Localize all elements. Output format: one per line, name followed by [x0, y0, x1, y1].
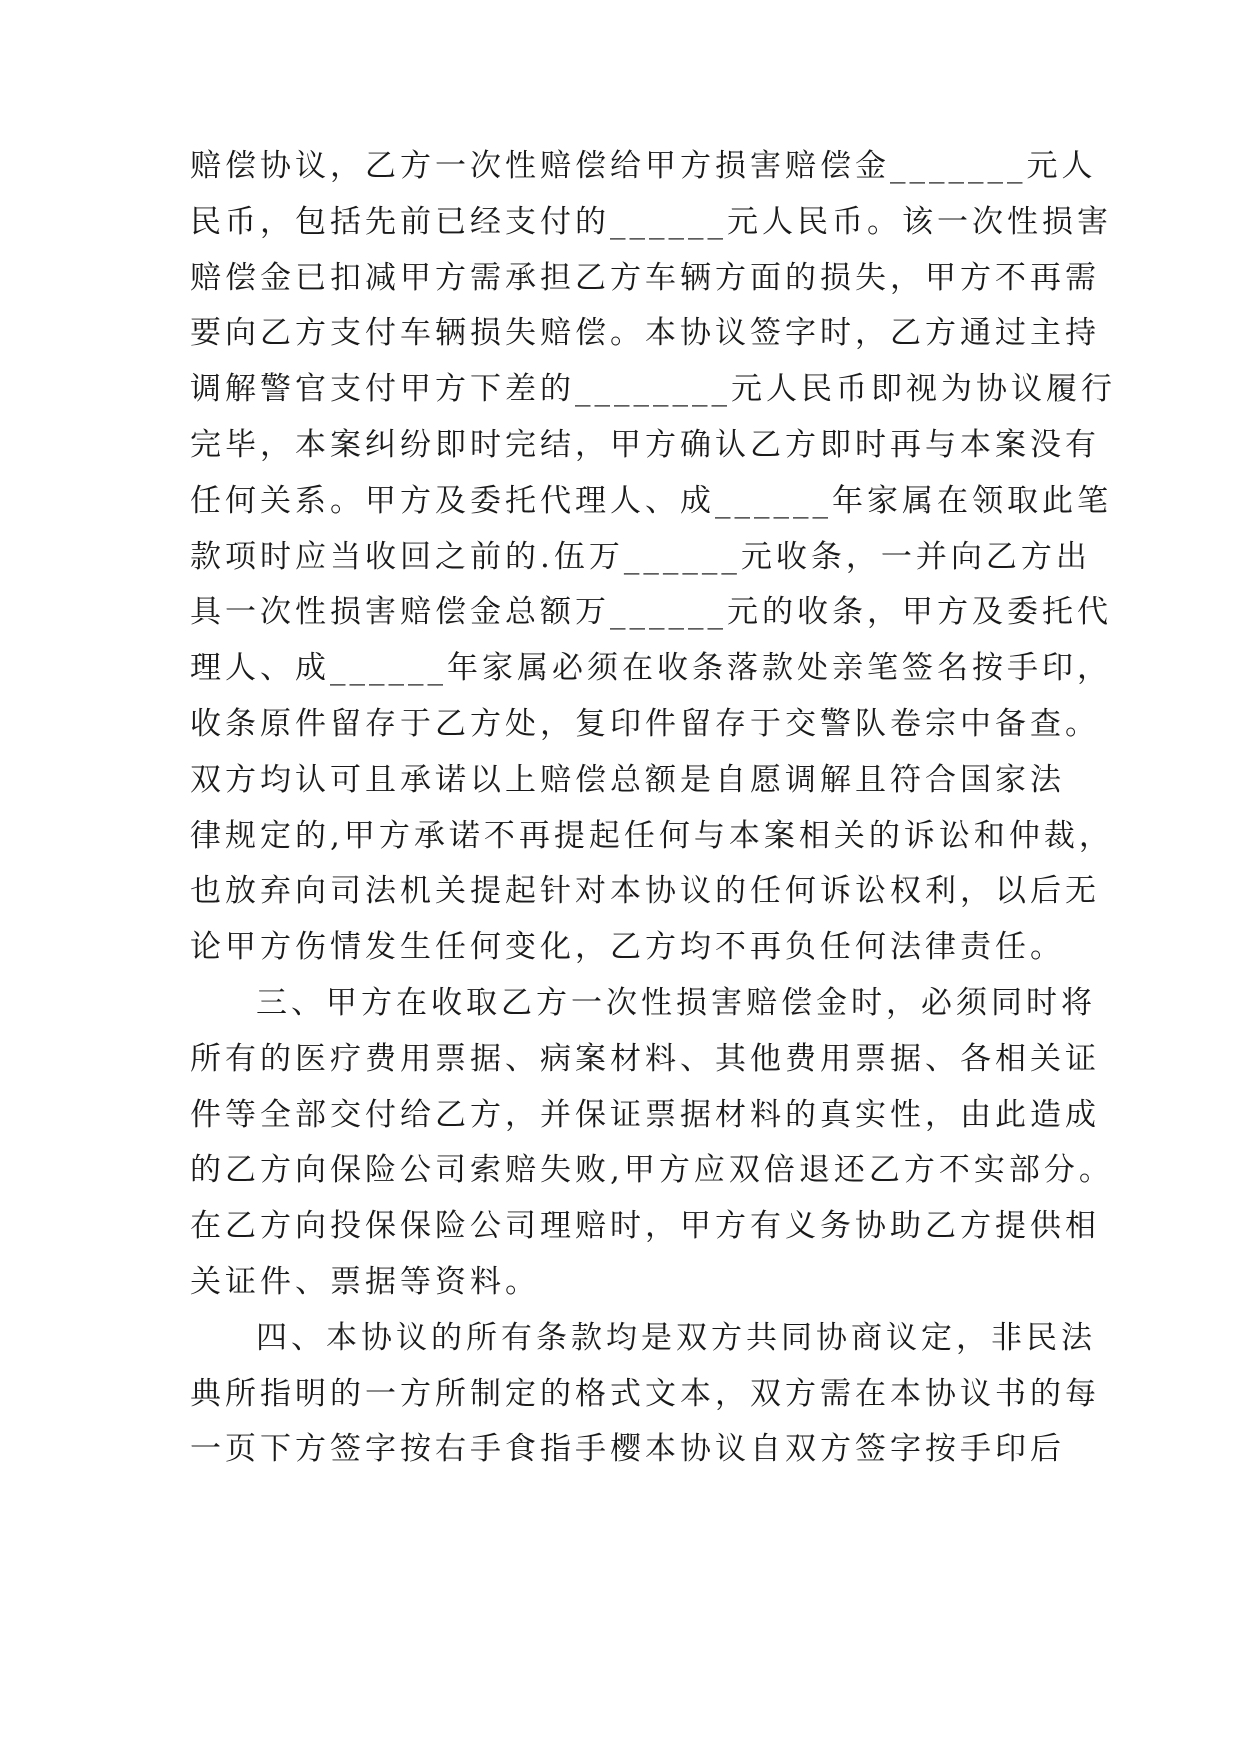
text-line: 在乙方向投保保险公司理赔时，甲方有义务协助乙方提供相: [190, 1208, 1100, 1244]
text-line: 典所指明的一方所制定的格式文本，双方需在本协议书的每: [190, 1376, 1100, 1412]
text-line: 律规定的,甲方承诺不再提起任何与本案相关的诉讼和仲裁，: [190, 818, 1114, 854]
text-line: 款项时应当收回之前的.伍万______元收条，一并向乙方出: [190, 539, 1091, 575]
text-line: 关证件、票据等资料。: [190, 1264, 540, 1300]
text-line: 双方均认可且承诺以上赔偿总额是自愿调解且符合国家法: [190, 762, 1065, 798]
text-line: 完毕，本案纠纷即时完结，甲方确认乙方即时再与本案没有: [190, 427, 1100, 463]
text-line: 具一次性损害赔偿金总额万______元的收条，甲方及委托代: [190, 594, 1112, 630]
text-line: 理人、成______年家属必须在收条落款处亲笔签名按手印，: [190, 650, 1112, 686]
text-line: 也放弃向司法机关提起针对本协议的任何诉讼权利，以后无: [190, 873, 1100, 909]
paragraph-start-line: 四、本协议的所有条款均是双方共同协商议定，非民法: [256, 1320, 1096, 1356]
text-line: 要向乙方支付车辆损失赔偿。本协议签字时，乙方通过主持: [190, 315, 1100, 351]
text-line: 收条原件留存于乙方处，复印件留存于交警队卷宗中备查。: [190, 706, 1100, 742]
text-line: 赔偿协议，乙方一次性赔偿给甲方损害赔偿金_______元人: [190, 148, 1097, 184]
paragraph-start-line: 三、甲方在收取乙方一次性损害赔偿金时，必须同时将: [256, 985, 1096, 1021]
text-line: 赔偿金已扣减甲方需承担乙方车辆方面的损失，甲方不再需: [190, 260, 1100, 296]
text-line: 所有的医疗费用票据、病案材料、其他费用票据、各相关证: [190, 1041, 1100, 1077]
text-line: 民币，包括先前已经支付的______元人民币。该一次性损害: [190, 204, 1112, 240]
text-line: 一页下方签字按右手食指手樱本协议自双方签字按手印后: [190, 1431, 1065, 1467]
text-line: 调解警官支付甲方下差的________元人民币即视为协议履行: [190, 371, 1116, 407]
text-line: 论甲方伤情发生任何变化，乙方均不再负任何法律责任。: [190, 929, 1065, 965]
text-line: 任何关系。甲方及委托代理人、成______年家属在领取此笔: [190, 483, 1112, 519]
text-line: 的乙方向保险公司索赔失败,甲方应双倍退还乙方不实部分。: [190, 1152, 1114, 1188]
text-line: 件等全部交付给乙方，并保证票据材料的真实性，由此造成: [190, 1097, 1100, 1133]
